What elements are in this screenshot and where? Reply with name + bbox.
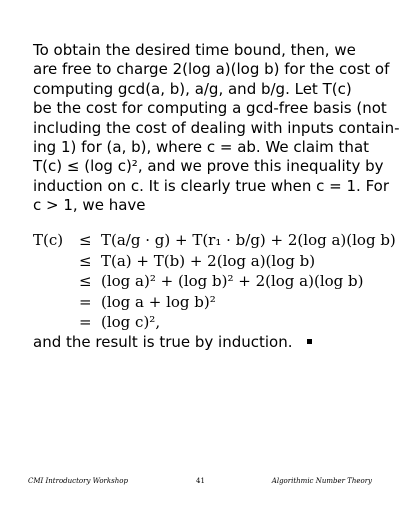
paragraph-line: including the cost of dealing with inputs contain-	[33, 118, 400, 137]
paragraph-line: be the cost for computing a gcd-free basis (not	[33, 99, 387, 118]
derivation-row	[33, 292, 396, 313]
paragraph-line: are free to charge 2(log a)(log b) for the cost of	[33, 60, 390, 79]
paragraph-line: ing 1) for (a, b), where c = ab. We claim that	[33, 138, 370, 157]
derivation-relation: =	[79, 313, 92, 331]
derivation-relation: ≤	[79, 272, 92, 290]
page-number: 41	[196, 477, 205, 485]
derivation-row	[33, 230, 396, 251]
derivation-row	[33, 251, 396, 272]
derivation-block	[33, 230, 396, 333]
derivation-expression: (log a + log b)²	[101, 292, 216, 311]
paragraph-line: T(c) ≤ (log c)², and we prove this inequality by	[33, 157, 384, 176]
paragraph-line: c > 1, we have	[33, 196, 146, 215]
derivation-expression: (log a)² + (log b)² + 2(log a)(log b)	[101, 272, 364, 290]
footer-course-title: Algorithmic Number Theory	[271, 477, 372, 485]
derivation-expression: T(a) + T(b) + 2(log a)(log b)	[101, 251, 316, 270]
derivation-relation: ≤	[79, 251, 92, 270]
footer-workshop-name: CMI Introductory Workshop	[28, 477, 128, 485]
qed-square-icon	[307, 339, 312, 344]
derivation-expression: (log c)²,	[101, 313, 161, 331]
derivation-lhs: T(c)	[33, 231, 64, 249]
conclusion-text: and the result is true by induction.	[33, 333, 293, 351]
body-paragraph	[33, 41, 400, 216]
derivation-relation: =	[79, 292, 92, 311]
derivation-relation: ≤	[79, 231, 92, 249]
paragraph-line: induction on c. It is clearly true when c = 1. For	[33, 176, 390, 195]
paragraph-line: computing gcd(a, b), a/g, and b/g. Let T(c)	[33, 79, 352, 98]
derivation-row	[33, 312, 396, 333]
derivation-expression: T(a/g · g) + T(r₁ · b/g) + 2(log a)(log b)	[101, 231, 396, 249]
paragraph-line: To obtain the desired time bound, then, we	[33, 41, 356, 59]
conclusion-line	[33, 333, 312, 351]
derivation-row	[33, 271, 396, 292]
